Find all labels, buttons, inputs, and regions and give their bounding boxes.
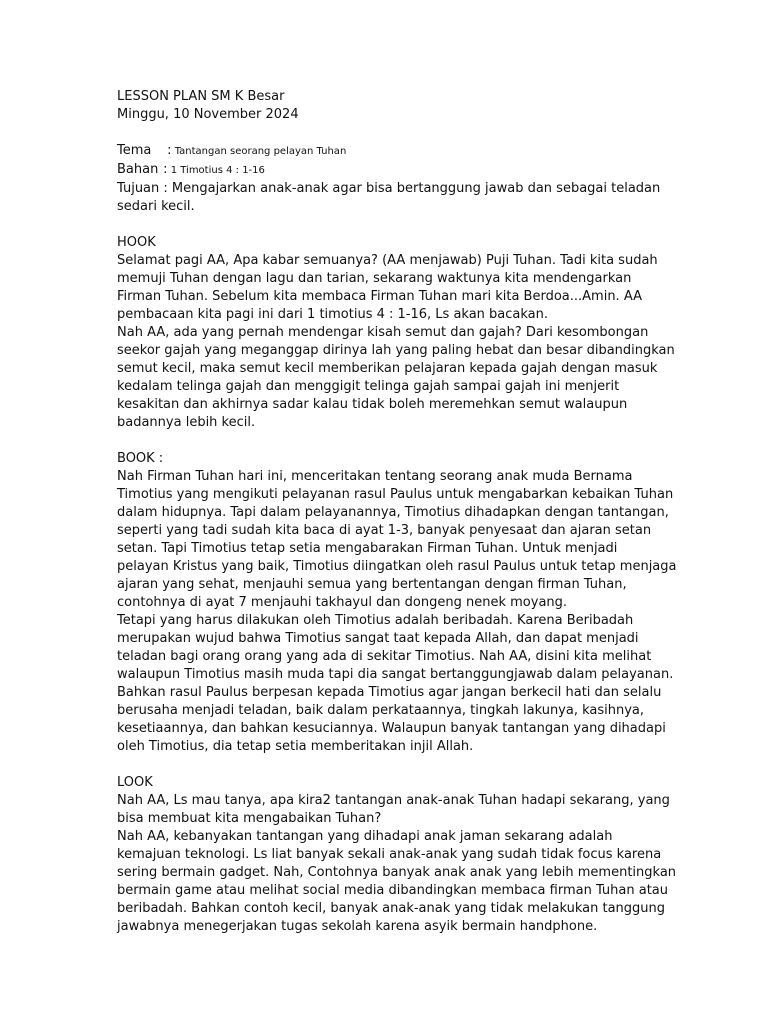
paragraph-line: kemajuan teknologi. Ls liat banyak sekali anak-anak yang sudah tidak focus karena bbox=[117, 847, 662, 862]
paragraph-line: Firman Tuhan. Sebelum kita membaca Firman Tuhan mari kita Berdoa...Amin. AA bbox=[117, 289, 642, 304]
section-heading: HOOK bbox=[117, 235, 156, 250]
paragraph-line: kesakitan dan akhirnya sadar kalau tidak boleh meremehkan semut walaupun bbox=[117, 397, 628, 412]
paragraph-line: walaupun Timotius masih muda tapi dia sangat bertanggungjawab dalam pelayanan. bbox=[117, 667, 674, 682]
paragraph-line: contohnya di ayat 7 menjauhi takhayul dan dongeng nenek moyang. bbox=[117, 595, 568, 610]
bahan-value: 1 Timotius 4 : 1-16 bbox=[167, 165, 265, 176]
bahan-separator: : bbox=[159, 162, 168, 177]
paragraph-line: Nah AA, ada yang pernah mendengar kisah semut dan gajah? Dari kesombongan bbox=[117, 325, 649, 340]
paragraph-line: setan. Tapi Timotius tetap setia mengabarakan Firman Tuhan. Untuk menjadi bbox=[117, 541, 618, 556]
section-look bbox=[117, 774, 677, 936]
document-date: Minggu, 10 November 2024 bbox=[117, 107, 299, 122]
section-heading: BOOK : bbox=[117, 451, 164, 466]
paragraph-line: memuji Tuhan dengan lagu dan tarian, sekarang waktunya kita mendengarkan bbox=[117, 271, 632, 286]
paragraph-line: oleh Timotius, dia tetap setia memberitakan injil Allah. bbox=[117, 739, 474, 754]
section-heading: LOOK bbox=[117, 775, 153, 790]
paragraph-line: Nah AA, Ls mau tanya, apa kira2 tantangan anak-anak Tuhan hadapi sekarang, yang bbox=[117, 793, 670, 808]
tujuan-line: sedari kecil. bbox=[117, 199, 195, 214]
tema-value: Tantangan seorang pelayan Tuhan bbox=[171, 146, 347, 157]
paragraph-line: pembacaan kita pagi ini dari 1 timotius 4 : 1-16, Ls akan bacakan. bbox=[117, 307, 549, 322]
spacer bbox=[117, 216, 657, 234]
spacer bbox=[117, 124, 657, 142]
paragraph-line: ajaran yang sehat, menjauhi semua yang bertentangan dengan firman Tuhan, bbox=[117, 577, 627, 592]
paragraph-line: dalam hidupnya. Tapi dalam pelayanannya, Timotius dihadapkan dengan tantangan, bbox=[117, 505, 669, 520]
section-hook bbox=[117, 234, 675, 432]
paragraph-line: Timotius yang mengikuti pelayanan rasul Paulus untuk mengabarkan kebaikan Tuhan bbox=[117, 487, 674, 502]
paragraph-line: sering bermain gadget. Nah, Contohnya banyak anak anak yang lebih mementingkan bbox=[117, 865, 677, 880]
paragraph-line: Selamat pagi AA, Apa kabar semuanya? (AA menjawab) Puji Tuhan. Tadi kita sudah bbox=[117, 253, 658, 268]
document-title: LESSON PLAN SM K Besar bbox=[117, 89, 285, 104]
paragraph-line: pelayan Kristus yang baik, Timotius diingatkan oleh rasul Paulus untuk tetap menjaga bbox=[117, 559, 677, 574]
tujuan-line: Tujuan : Mengajarkan anak-anak agar bisa bertanggung jawab dan sebagai teladan bbox=[117, 181, 661, 196]
tema-separator: : bbox=[163, 143, 172, 158]
paragraph-line: bisa membuat kita mengabaikan Tuhan? bbox=[117, 811, 382, 826]
paragraph-line: merupakan wujud bahwa Timotius sangat taat kepada Allah, dan dapat menjadi bbox=[117, 631, 639, 646]
bahan-row bbox=[117, 161, 657, 180]
paragraph-line: teladan bagi orang orang yang ada di sekitar Timotius. Nah AA, disini kita melihat bbox=[117, 649, 652, 664]
paragraph-line: badannya lebih kecil. bbox=[117, 415, 256, 430]
tujuan-block bbox=[117, 180, 661, 216]
paragraph-line: jawabnya menegerjakan tugas sekolah karena asyik bermain handphone. bbox=[117, 919, 598, 934]
paragraph-line: beribadah. Bahkan contoh kecil, banyak anak-anak yang tidak melakukan tanggung bbox=[117, 901, 666, 916]
paragraph-line: seperti yang tadi sudah kita baca di ayat 1-3, banyak penyesaat dan ajaran setan bbox=[117, 523, 652, 538]
bahan-label: Bahan bbox=[117, 162, 159, 177]
document-page bbox=[117, 88, 677, 936]
tema-row bbox=[117, 142, 657, 161]
paragraph-line: Nah Firman Tuhan hari ini, menceritakan tentang seorang anak muda Bernama bbox=[117, 469, 633, 484]
paragraph-line: kedalam telinga gajah dan menggigit telinga gajah sampai gajah ini menjerit bbox=[117, 379, 620, 394]
paragraph-line: Tetapi yang harus dilakukan oleh Timotius adalah beribadah. Karena Beribadah bbox=[117, 613, 634, 628]
tema-label: Tema bbox=[117, 143, 152, 158]
paragraph-line: semut kecil, maka semut kecil memberikan pelajaran kepada gajah dengan masuk bbox=[117, 361, 658, 376]
paragraph-line: berusaha menjadi teladan, baik dalam perkataannya, tingkah lakunya, kasihnya, bbox=[117, 703, 645, 718]
spacer bbox=[117, 432, 657, 450]
paragraph-line: Bahkan rasul Paulus berpesan kepada Timotius agar jangan berkecil hati dan selalu bbox=[117, 685, 662, 700]
paragraph-line: seekor gajah yang meganggap dirinya lah yang paling hebat dan besar dibandingkan bbox=[117, 343, 675, 358]
section-book bbox=[117, 450, 677, 756]
paragraph-line: kesetiaannya, dan bahkan kesuciannya. Walaupun banyak tantangan yang dihadapi bbox=[117, 721, 666, 736]
paragraph-line: Nah AA, kebanyakan tantangan yang dihadapi anak jaman sekarang adalah bbox=[117, 829, 613, 844]
spacer bbox=[117, 756, 657, 774]
paragraph-line: bermain game atau melihat social media dibandingkan membaca firman Tuhan atau bbox=[117, 883, 668, 898]
